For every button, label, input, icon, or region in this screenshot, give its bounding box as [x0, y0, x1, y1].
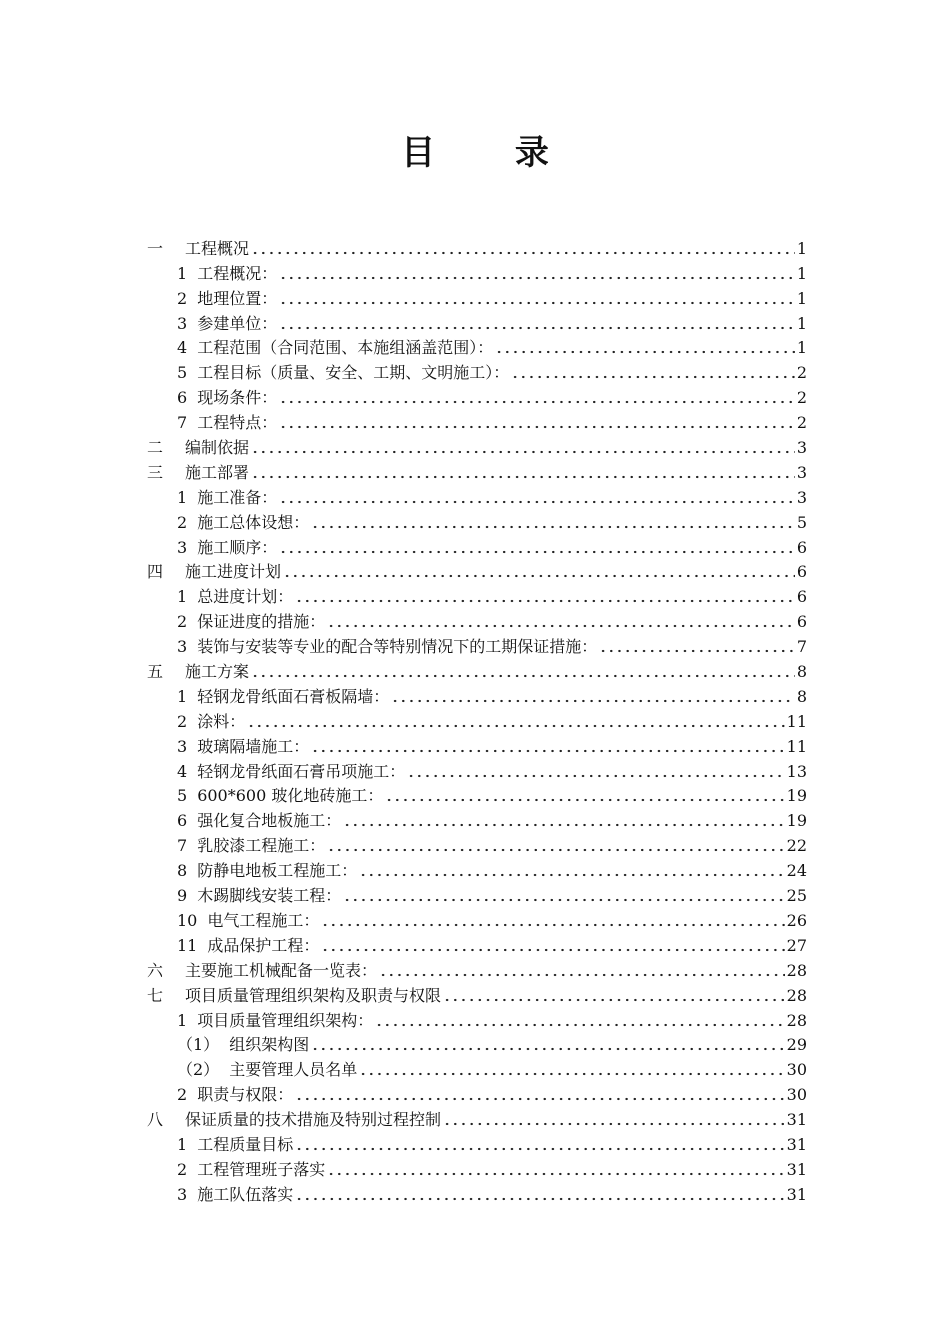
toc-subsection-entry[interactable]: [147, 508, 807, 533]
toc-entry-label: [147, 587, 293, 607]
toc-entry-text: 木踢脚线安装工程：: [197, 886, 342, 906]
toc-entry-number: 2: [177, 711, 188, 731]
toc-entry-label: [147, 413, 277, 433]
toc-dot-leader: [279, 425, 795, 429]
toc-entry-number: 二: [147, 438, 164, 458]
toc-entry-text: 施工部署: [185, 462, 250, 482]
toc-page-number: 13: [786, 761, 807, 781]
toc-page-number: 1: [796, 313, 807, 333]
toc-subsection-entry[interactable]: [147, 408, 807, 433]
toc-entry-label: [147, 712, 245, 732]
toc-subsection-entry[interactable]: [147, 1055, 807, 1080]
toc-section-entry[interactable]: [147, 981, 807, 1006]
toc-page-number: 2: [796, 413, 807, 433]
toc-subsection-entry[interactable]: [147, 1155, 807, 1180]
toc-page-number: 29: [786, 1035, 807, 1055]
toc-entry-label: [147, 811, 341, 831]
toc-entry-label: [147, 1035, 309, 1055]
toc-entry-number: 10: [177, 910, 198, 930]
toc-entry-number: 7: [177, 413, 188, 433]
toc-dot-leader: [279, 400, 795, 404]
toc-section-entry[interactable]: [147, 657, 807, 682]
toc-entry-text: 施工进度计划: [185, 562, 282, 582]
toc-entry-label: [147, 538, 277, 558]
toc-subsection-entry[interactable]: [147, 831, 807, 856]
toc-subsection-entry[interactable]: [147, 632, 807, 657]
toc-entry-text: 涂料：: [197, 711, 246, 731]
toc-page-number: 30: [786, 1085, 807, 1105]
toc-page-number: 6: [796, 562, 807, 582]
toc-entry-label: [147, 1160, 325, 1180]
toc-entry-number: 1: [177, 686, 188, 706]
toc-subsection-entry[interactable]: [147, 806, 807, 831]
toc-entry-label: [147, 886, 341, 906]
toc-entry-text: 工程特点：: [197, 413, 278, 433]
toc-page-number: 1: [796, 288, 807, 308]
toc-subsection-entry[interactable]: [147, 757, 807, 782]
toc-entry-label: [147, 562, 281, 582]
toc-dot-leader: [279, 500, 795, 504]
toc-subsection-entry[interactable]: [147, 931, 807, 956]
toc-entry-text: 施工方案: [185, 662, 250, 682]
toc-subsection-entry[interactable]: [147, 358, 807, 383]
toc-entry-text: 工程概况: [185, 238, 250, 258]
toc-dot-leader: [495, 350, 795, 354]
toc-entry-number: 2: [177, 288, 188, 308]
toc-entry-text: 工程范围（合同范围、本施组涵盖范围）：: [197, 338, 494, 358]
toc-dot-leader: [599, 649, 795, 653]
toc-subsection-entry[interactable]: [147, 582, 807, 607]
toc-entry-number: （1）: [177, 1035, 220, 1055]
toc-dot-leader: [327, 848, 784, 852]
toc-page-number: 1: [796, 338, 807, 358]
toc-dot-leader: [391, 699, 795, 703]
toc-entry-number: 八: [147, 1110, 164, 1130]
toc-entry-label: [147, 438, 249, 458]
toc-dot-leader: [279, 326, 795, 330]
toc-entry-number: 3: [177, 637, 188, 657]
toc-entry-text: 电气工程施工：: [207, 910, 320, 930]
toc-dot-leader: [311, 749, 784, 753]
toc-entry-text: 保证质量的技术措施及特别过程控制: [185, 1110, 442, 1130]
toc-entry-text: 强化复合地板施工：: [197, 811, 342, 831]
toc-page-number: 31: [786, 1159, 807, 1179]
toc-entry-label: [147, 1185, 293, 1205]
toc-dot-leader: [251, 251, 795, 255]
toc-entry-label: [147, 836, 325, 856]
toc-section-entry[interactable]: [147, 558, 807, 583]
toc-entry-text: 项目质量管理组织架构：: [197, 1010, 374, 1030]
toc-entry-number: 1: [177, 587, 188, 607]
toc-page-number: 27: [786, 935, 807, 955]
toc-section-entry[interactable]: [147, 1105, 807, 1130]
toc-entry-number: 2: [177, 612, 188, 632]
toc-entry-label: [147, 637, 597, 657]
toc-page-number: 8: [796, 662, 807, 682]
toc-entry-number: 3: [177, 537, 188, 557]
toc-page-number: 2: [796, 388, 807, 408]
toc-entry-text: 地理位置：: [197, 288, 278, 308]
toc-entry-number: 四: [147, 562, 164, 582]
toc-entry-label: [147, 264, 277, 284]
toc-subsection-entry[interactable]: [147, 707, 807, 732]
toc-dot-leader: [295, 1097, 784, 1101]
toc-page-number: 11: [786, 736, 807, 756]
toc-dot-leader: [379, 973, 785, 977]
toc-entry-label: [147, 986, 441, 1006]
toc-entry-number: 6: [177, 811, 188, 831]
toc-entry-label: [147, 338, 493, 358]
toc-entry-text: 组织架构图: [229, 1035, 310, 1055]
toc-page-number: 1: [796, 238, 807, 258]
toc-dot-leader: [295, 1147, 784, 1151]
toc-page-number: 30: [786, 1060, 807, 1080]
toc-entry-text: 职责与权限：: [197, 1085, 294, 1105]
toc-subsection-entry[interactable]: [147, 881, 807, 906]
toc-entry-label: [147, 488, 277, 508]
toc-entry-label: [147, 1011, 373, 1031]
toc-entry-label: [147, 239, 249, 259]
toc-dot-leader: [443, 998, 785, 1002]
toc-dot-leader: [443, 1122, 785, 1126]
toc-dot-leader: [279, 301, 795, 305]
toc-entry-text: 工程目标（质量、安全、工期、文明施工）：: [197, 363, 510, 383]
toc-entry-text: 施工总体设想：: [197, 512, 310, 532]
toc-entry-number: 2: [177, 1159, 188, 1179]
toc-entry-text: 乳胶漆工程施工：: [197, 836, 326, 856]
toc-page-number: 5: [796, 512, 807, 532]
toc-entry-text: 轻钢龙骨纸面石膏吊项施工：: [197, 761, 406, 781]
toc-entry-label: [147, 1110, 441, 1130]
toc-entry-text: 玻璃隔墙施工：: [197, 736, 310, 756]
toc-subsection-entry[interactable]: [147, 1031, 807, 1056]
toc-entry-label: [147, 737, 309, 757]
toc-subsection-entry[interactable]: [147, 1006, 807, 1031]
toc-entry-label: [147, 662, 249, 682]
toc-page-number: 19: [786, 786, 807, 806]
toc-entry-number: （2）: [177, 1060, 220, 1080]
toc-entry-number: 4: [177, 761, 188, 781]
toc-page-number: 3: [796, 462, 807, 482]
toc-page-number: 31: [786, 1110, 807, 1130]
toc-entry-text: 主要施工机械配备一览表：: [185, 960, 378, 980]
toc-section-entry[interactable]: [147, 433, 807, 458]
toc-dot-leader: [311, 525, 795, 529]
toc-subsection-entry[interactable]: [147, 533, 807, 558]
toc-page-number: 1: [796, 263, 807, 283]
toc-section-entry[interactable]: [147, 458, 807, 483]
toc-subsection-entry[interactable]: [147, 782, 807, 807]
toc-entry-text: 施工准备：: [197, 487, 278, 507]
toc-entry-number: 6: [177, 388, 188, 408]
toc-entry-label: [147, 513, 309, 533]
toc-entry-number: 三: [147, 462, 164, 482]
toc-entry-label: [147, 463, 249, 483]
toc-dot-leader: [511, 375, 795, 379]
toc-entry-number: 五: [147, 662, 164, 682]
toc-entry-label: [147, 1135, 293, 1155]
toc-subsection-entry[interactable]: [147, 284, 807, 309]
toc-entry-text: 参建单位：: [197, 313, 278, 333]
toc-subsection-entry[interactable]: [147, 906, 807, 931]
toc-dot-leader: [321, 948, 784, 952]
toc-dot-leader: [343, 823, 784, 827]
toc-dot-leader: [279, 550, 795, 554]
toc-page-number: 3: [796, 487, 807, 507]
toc-dot-leader: [279, 276, 795, 280]
toc-entry-number: 1: [177, 487, 188, 507]
toc-dot-leader: [359, 1072, 784, 1076]
toc-subsection-entry[interactable]: [147, 1130, 807, 1155]
toc-subsection-entry[interactable]: [147, 732, 807, 757]
toc-dot-leader: [247, 724, 784, 728]
toc-entry-number: 7: [177, 836, 188, 856]
toc-entry-number: 4: [177, 338, 188, 358]
toc-subsection-entry[interactable]: [147, 1180, 807, 1205]
toc-dot-leader: [311, 1047, 784, 1051]
toc-entry-number: 2: [177, 1085, 188, 1105]
toc-subsection-entry[interactable]: [147, 1080, 807, 1105]
toc-dot-leader: [385, 798, 784, 802]
toc-entry-number: 六: [147, 960, 164, 980]
toc-entry-text: 工程概况：: [197, 263, 278, 283]
toc-entry-text: 编制依据: [185, 438, 250, 458]
toc-entry-label: [147, 388, 277, 408]
toc-page-number: 6: [796, 537, 807, 557]
toc-entry-text: 施工顺序：: [197, 537, 278, 557]
toc-dot-leader: [327, 1172, 784, 1176]
toc-subsection-entry[interactable]: [147, 682, 807, 707]
toc-page-number: 31: [786, 1134, 807, 1154]
toc-entry-text: 现场条件：: [197, 388, 278, 408]
toc-entry-number: 3: [177, 736, 188, 756]
toc-page-number: 28: [786, 985, 807, 1005]
toc-entry-text: 施工队伍落实: [197, 1184, 294, 1204]
toc-dot-leader: [251, 450, 795, 454]
toc-entry-label: [147, 687, 389, 707]
toc-dot-leader: [375, 1023, 784, 1027]
toc-entry-number: 5: [177, 363, 188, 383]
toc-dot-leader: [407, 774, 784, 778]
toc-entry-text: 工程质量目标: [197, 1134, 294, 1154]
toc-entry-number: 2: [177, 512, 188, 532]
table-of-contents: [147, 234, 807, 1205]
toc-page-number: 22: [786, 836, 807, 856]
toc-page-number: 26: [786, 910, 807, 930]
toc-entry-number: 9: [177, 886, 188, 906]
toc-entry-number: 1: [177, 263, 188, 283]
toc-entry-label: [147, 936, 319, 956]
toc-entry-text: 工程管理班子落实: [197, 1159, 326, 1179]
toc-subsection-entry[interactable]: [147, 383, 807, 408]
toc-entry-label: [147, 762, 405, 782]
toc-subsection-entry[interactable]: [147, 607, 807, 632]
toc-dot-leader: [321, 923, 784, 927]
toc-entry-number: 8: [177, 861, 188, 881]
toc-entry-label: [147, 314, 277, 334]
toc-entry-number: 3: [177, 313, 188, 333]
toc-page-number: 6: [796, 612, 807, 632]
toc-page-number: 25: [786, 886, 807, 906]
toc-dot-leader: [343, 898, 784, 902]
toc-dot-leader: [327, 624, 795, 628]
toc-entry-label: [147, 1085, 293, 1105]
toc-subsection-entry[interactable]: [147, 334, 807, 359]
toc-entry-text: 保证进度的措施：: [197, 612, 326, 632]
toc-entry-text: 轻钢龙骨纸面石膏板隔墙：: [197, 686, 390, 706]
toc-entry-text: 项目质量管理组织架构及职责与权限: [185, 985, 442, 1005]
toc-dot-leader: [295, 599, 795, 603]
toc-dot-leader: [283, 574, 795, 578]
toc-entry-number: 一: [147, 238, 164, 258]
toc-entry-label: [147, 289, 277, 309]
toc-page-number: 7: [796, 637, 807, 657]
toc-subsection-entry[interactable]: [147, 856, 807, 881]
toc-subsection-entry[interactable]: [147, 309, 807, 334]
toc-entry-label: [147, 1060, 357, 1080]
toc-subsection-entry[interactable]: [147, 259, 807, 284]
toc-entry-number: 1: [177, 1010, 188, 1030]
toc-entry-label: [147, 363, 509, 383]
toc-entry-number: 3: [177, 1184, 188, 1204]
toc-entry-number: 1: [177, 1134, 188, 1154]
toc-entry-text: 总进度计划：: [197, 587, 294, 607]
toc-subsection-entry[interactable]: [147, 483, 807, 508]
toc-entry-label: [147, 786, 383, 806]
toc-dot-leader: [359, 873, 784, 877]
toc-section-entry[interactable]: [147, 956, 807, 981]
toc-page-number: 19: [786, 811, 807, 831]
toc-entry-text: 主要管理人员名单: [229, 1060, 358, 1080]
toc-entry-number: 5: [177, 786, 188, 806]
toc-section-entry[interactable]: [147, 234, 807, 259]
toc-dot-leader: [251, 674, 795, 678]
toc-entry-text: 成品保护工程：: [207, 935, 320, 955]
page-title: 目 录: [401, 133, 583, 173]
toc-page-number: 6: [796, 587, 807, 607]
toc-entry-number: 11: [177, 935, 198, 955]
toc-entry-label: [147, 911, 319, 931]
toc-page-number: 31: [786, 1184, 807, 1204]
toc-entry-label: [147, 612, 325, 632]
toc-page-number: 2: [796, 363, 807, 383]
toc-entry-number: 七: [147, 985, 164, 1005]
toc-page-number: 8: [796, 686, 807, 706]
toc-dot-leader: [251, 475, 795, 479]
toc-page-number: 3: [796, 438, 807, 458]
toc-entry-label: [147, 961, 377, 981]
toc-page-number: 28: [786, 960, 807, 980]
toc-page-number: 24: [786, 861, 807, 881]
toc-entry-text: 防静电地板工程施工：: [197, 861, 358, 881]
toc-page-number: 28: [786, 1010, 807, 1030]
toc-page-number: 11: [786, 711, 807, 731]
toc-entry-text: 600*600 玻化地砖施工：: [197, 786, 384, 806]
toc-dot-leader: [295, 1197, 784, 1201]
toc-entry-text: 装饰与安装等专业的配合等特别情况下的工期保证措施：: [197, 637, 598, 657]
toc-entry-label: [147, 861, 357, 881]
